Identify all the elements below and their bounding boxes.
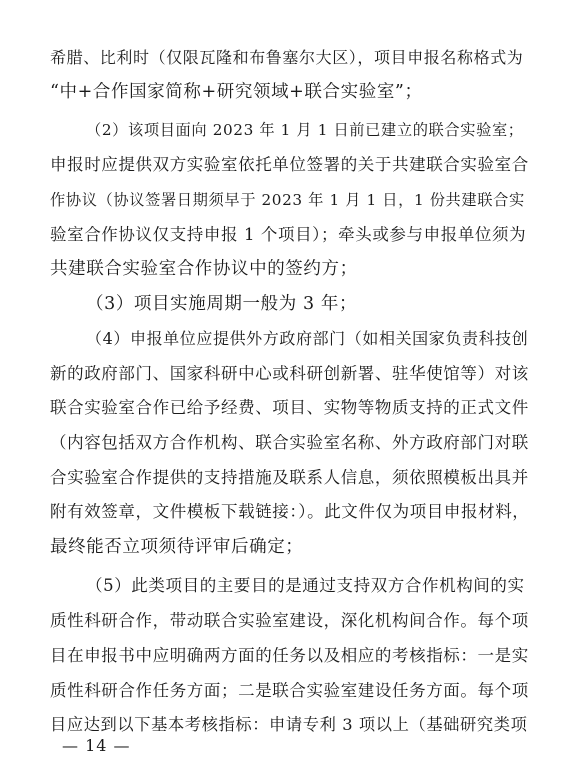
text-line: 申报时应提供双方实验室依托单位签署的关于共建联合实验室合 [50,155,529,174]
text-line: 联合实验室合作已给予经费、项目、实物等物质支持的正式文件 [50,398,529,417]
text-line: （3）项目实施周期一般为 3 年； [86,294,358,314]
text-line: “中+合作国家简称+研究领域+联合实验室”； [50,82,423,102]
text-line: 新的政府部门、国家科研中心或科研创新署、驻华使馆等）对该 [50,364,529,383]
text-line: 共建联合实验室合作协议中的签约方； [50,259,358,279]
text-line: 作协议（协议签署日期须早于 2023 年 1 月 1 日，1 份共建联合实 [50,191,525,209]
text-line: 质性科研合作，带动联合实验室建设，深化机构间合作。每个项 [50,611,529,630]
text-line: 质性科研合作任务方面；二是联合实验室建设任务方面。每个项 [50,681,529,700]
text-line: 验室合作协议仅支持申报 1 个项目）；牵头或参与申报单位须为 [50,225,527,244]
text-line: 希腊、比利时（仅限瓦隆和布鲁塞尔大区），项目申报名称格式为 [50,48,524,67]
page-number: — 14 — [62,736,131,755]
text-line: （2）该项目面向 2023 年 1 月 1 日前已建立的联合实验室； [86,121,524,139]
text-line: 目应达到以下基本考核指标：申请专利 3 项以上（基础研究类项 [50,715,528,734]
text-line: 合实验室合作提供的支持措施及联系人信息，须依照模板出具并 [50,468,529,487]
text-line: （4）申报单位应提供外方政府部门（如相关国家负责科技创 [86,329,529,348]
text-line: （内容包括双方合作机构、联合实验室名称、外方政府部门对联 [50,433,529,452]
text-line: （5）此类项目的主要目的是通过支持双方合作机构间的实 [86,576,525,595]
text-line: 最终能否立项须待评审后确定； [50,537,304,557]
text-line: 目在申报书中应明确两方面的任务以及相应的考核指标：一是实 [50,646,529,665]
text-line: 附有效签章，文件模板下载链接：）。此文件仅为项目申报材料， [50,502,530,521]
